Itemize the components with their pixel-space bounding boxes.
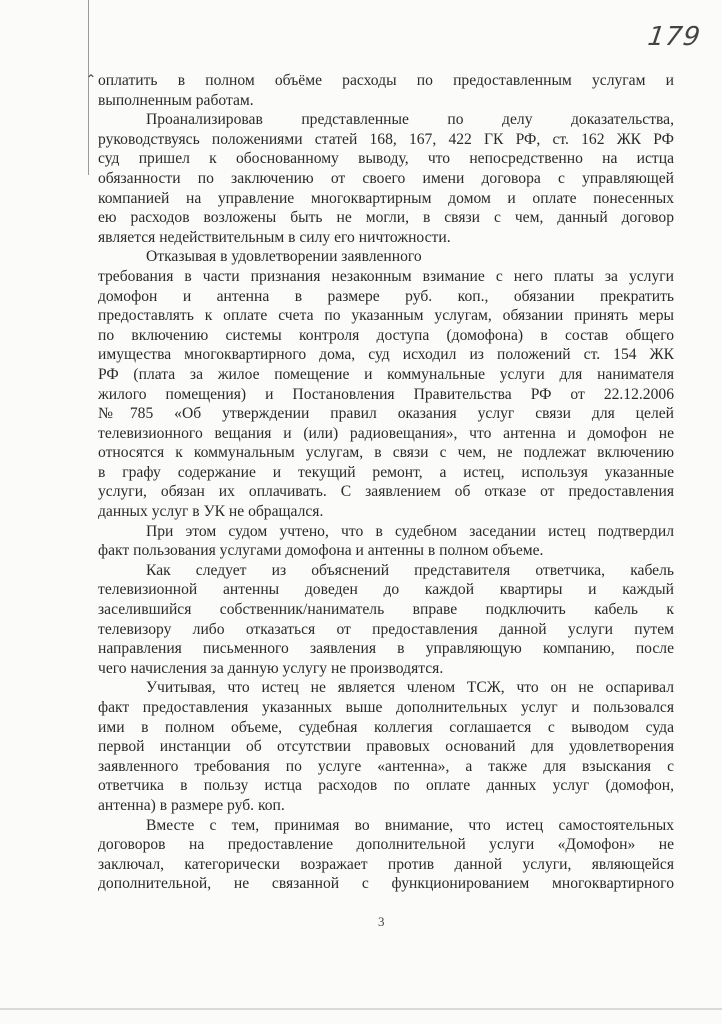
text-line: данных услуг в УК не обращался. <box>98 503 324 521</box>
text-line: заселившийся собственник/наниматель вправе подключить кабель к <box>98 601 674 619</box>
text-line: чего начисления за данную услугу не производятся. <box>98 659 444 677</box>
text-line: заявленного требования по услуге «антенна», а также для взыскания с <box>98 757 674 775</box>
text-line: факт пользования услугами домофона и антенны в полном объеме. <box>98 542 544 560</box>
text-line: Вместе с тем, принимая во внимание, что истец самостоятельных <box>146 816 674 834</box>
text-line: первой инстанции об отсутствии правовых оснований для удовлетворения <box>98 738 674 756</box>
margin-mark-icon: ⌃ <box>86 72 97 86</box>
page-bottom-edge <box>0 1008 722 1010</box>
handwritten-folio-number: 179 <box>645 22 703 52</box>
text-line: выполненным работам. <box>98 91 254 109</box>
text-line: направления письменного заявления в управляющую компанию, после <box>98 640 674 658</box>
text-line: домофон и антенна в размере руб. коп., обязании прекратить <box>98 287 674 305</box>
text-line: №785 «Об утверждении правил оказания услуг связи для целей <box>98 405 674 423</box>
text-line: договоров на предоставление дополнительной услуги «Домофон» не <box>98 836 674 854</box>
text-line: Отказывая в удовлетворении заявленного <box>146 248 422 266</box>
text-line: антенна) в размере руб. коп. <box>98 796 285 814</box>
text-line: предоставлять к оплате счета по указанным услугам, обязании принять меры <box>98 307 674 325</box>
text-line: является недействительным в силу его ничтожности. <box>98 228 451 246</box>
text-line: жилого помещения) и Постановления Правительства РФ от 22.12.2006 <box>98 385 674 403</box>
text-line: ими в полном объеме, судебная коллегия соглашается с выводом суда <box>98 718 674 736</box>
text-line: дополнительной, не связанной с функционированием многоквартирного <box>98 875 674 893</box>
text-line: При этом судом учтено, что в судебном заседании истец подтвердил <box>146 522 674 540</box>
document-body <box>98 71 674 894</box>
text-line: Проанализировав представленные по делу доказательства, <box>146 111 674 129</box>
text-line: Как следует из объяснений представителя ответчика, кабель <box>146 561 674 579</box>
text-line: ответчика в пользу истца расходов по оплате данных услуг (домофон, <box>98 777 674 795</box>
text-line: требования в части признания незаконным взимание с него платы за услуги <box>98 267 674 285</box>
text-line: Учитывая, что истец не является членом ТСЖ, что он не оспаривал <box>146 679 674 697</box>
text-line: телевизионного вещания и (или) радиовещания», что антенна и домофон не <box>98 424 674 442</box>
text-line: услуги, обязан их оплачивать. С заявлением об отказе от предоставления <box>98 483 674 501</box>
text-line: оплатить в полном объёме расходы по предоставленным услугам и <box>98 72 674 89</box>
text-line: суд пришел к обоснованному выводу, что непосредственно на истца <box>98 150 674 168</box>
text-line: компанией на управление многоквартирным домом и оплате понесенных <box>98 189 674 207</box>
text-line: руководствуясь положениями статей 168, 167, 422 ГК РФ, ст. 162 ЖК РФ <box>98 130 674 148</box>
text-line: имущества многоквартирного дома, суд исходил из положений ст. 154 ЖК <box>98 346 674 364</box>
text-line: по включению системы контроля доступа (домофона) в состав общего <box>98 326 674 344</box>
text-line: обязанности по заключению от своего имени договора с управляющей <box>98 169 674 187</box>
text-line: заключал, категорически возражает против данной услуги, являющейся <box>98 855 674 873</box>
page-margin-line <box>88 0 89 175</box>
text-line: телевизору либо отказаться от предоставления данной услуги путем <box>98 620 674 638</box>
page-number: 3 <box>378 914 385 929</box>
text-line: ею расходов возложены быть не могли, в связи с чем, данный договор <box>98 209 674 227</box>
text-line: относятся к коммунальным услугам, в связи с чем, не подлежат включению <box>98 444 674 462</box>
text-line: телевизионной антенны доведен до каждой квартиры и каждый <box>98 581 674 599</box>
text-line: факт предоставления указанных выше дополнительных услуг и пользовался <box>98 699 674 716</box>
text-line: в графу содержание и текущий ремонт, а истец, используя указанные <box>98 463 674 481</box>
text-line: РФ (плата за жилое помещение и коммунальные услуги для нанимателя <box>98 365 674 383</box>
